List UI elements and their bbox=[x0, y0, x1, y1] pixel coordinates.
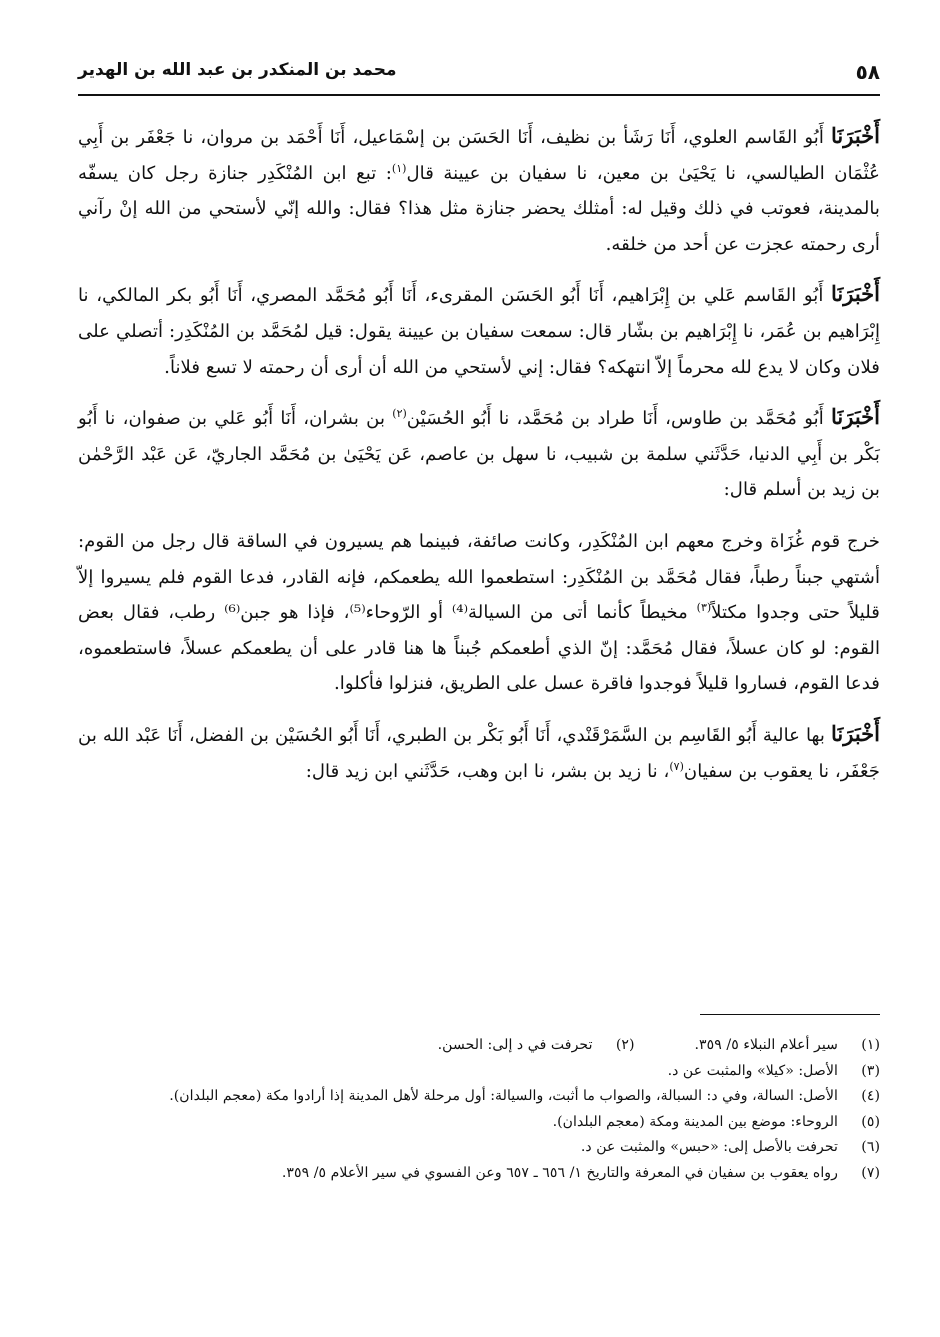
footnote-text: الأصل: «كيلا» والمثبت عن د. bbox=[667, 1062, 838, 1079]
footnote-text: تحرفت بالأصل إلى: «حبس» والمثبت عن د. bbox=[580, 1139, 838, 1155]
footnote-text: سير أعلام النبلاء ٥/ ٣٥٩. bbox=[694, 1037, 838, 1053]
footnote-4 bbox=[78, 1085, 880, 1109]
footnote-number: (٥) bbox=[861, 1113, 880, 1130]
footnote-1 bbox=[695, 1034, 880, 1058]
footnote-3 bbox=[78, 1060, 880, 1084]
paragraph-text: : تبع ابن المُنْكَدِر جنازة رجل كان يسفّه بالمدينة، فعوتب في ذلك وقيل له: أمثلك يحضر جنازة مثل هذا؟ فقال: والله إنّي لأستحي من الله إنْ رآني أرى رحمته عجزت عن أحد من خلقه. bbox=[78, 162, 880, 255]
paragraph-2 bbox=[78, 276, 880, 385]
footnote-rule bbox=[700, 1014, 880, 1015]
paragraph-text: ، نا زيد بن بشر، نا ابن وهب، حَدَّثَني ابن زيد قال: bbox=[305, 760, 670, 782]
footnote-text: تحرفت في د إلى: الحسن. bbox=[437, 1037, 593, 1053]
footnote-text: رواه يعقوب بن سفيان في المعرفة والتاريخ ١/ ٦٥٦ ـ ٦٥٧ وعن الفسوي في سير الأعلام ٥/ ٣٥٩. bbox=[281, 1164, 838, 1181]
footnote-ref: (٢) bbox=[392, 407, 407, 421]
footnote-ref: (٣) bbox=[696, 601, 712, 615]
paragraph-text: أَبُو القَاسم عَلي بن إِبْرَاهيم، أَنَا أَبُو الحَسَن المقرىء، أَنَا أَبُو مُحَمَّد المصري، أَنَا أَبُو بكر المالكي، نا إِبْرَاهيم بن عُمَر، نا إِبْرَاهيم بن بشّار قال: سمعت سفيان بن عيينة يقول: قيل لمُحَمَّد بن المُنْكَدِر: أتصلي على فلان وكان لا يدع لله محرماً إلاّ انتهكه؟ فقال: إني لأستحي من الله أن أرى أن رحمته لا تسع فلاناً. bbox=[78, 285, 880, 378]
page-number: ٥٨ bbox=[855, 60, 880, 84]
footnote-text: الأصل: السالة، وفي د: السبالة، والصواب ما أثبت، والسيالة: أول مرحلة لأهل المدينة إذا أرادوا مكة (معجم البلدان). bbox=[169, 1088, 838, 1104]
paragraph-lead: أَخْبَرَنَا bbox=[831, 404, 880, 430]
footnotes bbox=[78, 1034, 880, 1187]
paragraph-text: بها عالية أَبُو القَاسِم بن السَّمَرْقَنْدي، أَنَا أَبُو بَكْر بن الطبري، أَنَا أَبُو الحُسَيْن بن الفضل، أَنَا عَبْد الله بن جَعْفَر، نا يعقوب بن سفيان bbox=[78, 724, 880, 782]
paragraph-text: أَبُو القَاسم العلوي، أَنَا رَشَأ بن نظيف، أَنَا الحَسَن بن إسْمَاعيل، أَنَا أَحْمَد بن مروان، نا جَعْفَر بن أَبِي عُثْمَان الطيالسي، نا يَحْيَىٰ بن معين، نا سفيان بن عيينة قال bbox=[78, 127, 880, 184]
main-text bbox=[78, 118, 880, 803]
paragraph-text: أَبُو مُحَمَّد بن طاوس، أَنَا طراد بن مُحَمَّد، نا أَبُو الحُسَيْن bbox=[406, 408, 832, 430]
footnote-number: (٦) bbox=[861, 1139, 880, 1155]
footnote-6 bbox=[78, 1136, 880, 1160]
footnote-row bbox=[78, 1034, 880, 1060]
paragraph-text: خرج قوم غُزَاة وخرج معهم ابن المُنْكَدِر، وكانت صائفة، فبينما هم يسيرون في الساقة قال رجل من القوم: أشتهي جبناً رطباً، فقال مُحَمَّد بن المُنْكَدِر: استطعموا الله يطعمكم، فإنه القادر، فدعا القوم فلم يسيروا إلاّ قليلاً حتى وجدوا مكتلاً bbox=[78, 530, 880, 624]
paragraph-text: مخيطاً كأنما أتى من السيالة⁽⁴⁾ أو الرّوحاء⁽⁵⁾، فإذا هو جبن⁽⁶⁾ رطب، فقال بعض القوم: لو كان عسلاً، فقال مُحَمَّد: إنّ الذي أطعمكم جُبناً ها هنا قادر على أن يطعمكم عسلاً، فاستطعموه، فدعا القوم، فساروا قليلاً فوجدوا فاقرة عسل على الطريق، فنزلوا فأكلوا. bbox=[78, 602, 880, 695]
running-title: محمد بن المنكدر بن عبد الله بن الهدير bbox=[78, 60, 397, 80]
footnote-number: (١) bbox=[861, 1037, 880, 1053]
paragraph-lead: أَخْبَرَنَا bbox=[831, 281, 880, 307]
footnote-ref: (١) bbox=[391, 161, 407, 175]
paragraph-5 bbox=[78, 716, 880, 789]
footnote-7 bbox=[78, 1162, 880, 1186]
paragraph-1 bbox=[78, 118, 880, 262]
paragraph-text: بن بشران، أَنَا أَبُو عَلي بن صفوان، نا أَبُو بَكْر بن أَبِي الدنيا، حَدَّثَني سلمة بن شبيب، نا سهل بن عاصم، عَن يَحْيَىٰ بن مُحَمَّد الجاريّ، عَن عَبْد الرَّحْمٰن بن زيد بن أسلم قال: bbox=[78, 408, 880, 501]
paragraph-lead: أَخْبَرَنَا bbox=[831, 123, 880, 148]
footnote-number: (٣) bbox=[861, 1062, 880, 1079]
footnote-5 bbox=[78, 1111, 880, 1135]
footnote-number: (٢) bbox=[615, 1037, 635, 1053]
paragraph-4 bbox=[78, 522, 880, 702]
paragraph-3 bbox=[78, 399, 880, 508]
page-header bbox=[78, 54, 880, 96]
footnote-number: (٤) bbox=[861, 1088, 880, 1104]
footnote-ref: (٧) bbox=[669, 759, 684, 773]
footnote-text: الروحاء: موضع بين المدينة ومكة (معجم البلدان). bbox=[552, 1113, 838, 1130]
paragraph-lead: أَخْبَرَنَا bbox=[831, 720, 880, 746]
footnote-2 bbox=[438, 1034, 635, 1058]
footnote-number: (٧) bbox=[861, 1164, 880, 1181]
